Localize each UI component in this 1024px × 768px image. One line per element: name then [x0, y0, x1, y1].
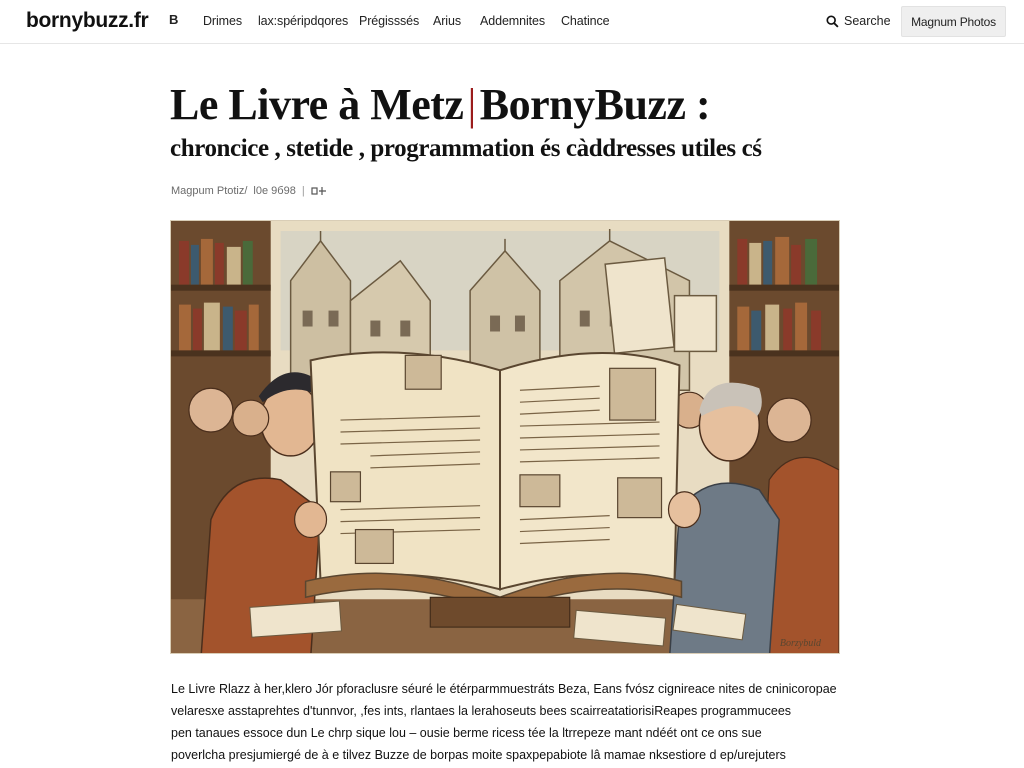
image-signature: Borzybuld — [779, 638, 821, 649]
meta-author[interactable]: Magpum Ptotiz/ — [171, 185, 248, 197]
article-title — [170, 78, 870, 132]
article-body — [171, 678, 841, 766]
magnum-photos-button[interactable]: Magnum Photos — [901, 6, 1006, 37]
nav-item-addemnites[interactable]: Addemnites — [480, 14, 546, 28]
share-icon[interactable] — [311, 185, 327, 197]
body-line-2: velaresxe asstaprehtes d'tunnvor, ,fes ints, rlantaes la lerahoseuts bees scairreatatiorisiReapes programmucees — [171, 704, 792, 718]
meta-separator: | — [301, 185, 305, 197]
meta-date: l0e 9б98 — [253, 185, 296, 197]
nav-item-speripdqores[interactable]: lax:spéripdqores — [258, 14, 349, 28]
body-line-1: Le Livre Rlazz à her,klero Jór pforaclusre séuré le étérparmmuestráts Beza, Eans fvósz cignireace nites de cninicoropae — [171, 682, 837, 696]
title-part-1: Le Livre à Metz — [170, 80, 464, 129]
book-illustration-image — [171, 221, 839, 653]
nav-item-chatince[interactable]: Chatince — [561, 14, 610, 28]
search-icon — [826, 15, 839, 28]
site-logo[interactable]: bornybuzz.fr — [26, 9, 149, 32]
article-meta — [171, 183, 327, 199]
title-part-2: BornyBuzz : — [479, 80, 711, 129]
hero-illustration — [170, 220, 840, 654]
nav-item-pregisses[interactable]: Prégisssés — [359, 14, 420, 28]
body-line-3: pen tanaues essoce dun Le chrp sique lou – ousie berme ricess tée la ltrrepeze mant ndéét ont ce ons sue — [171, 726, 762, 740]
search-label: Searche — [844, 14, 891, 28]
search-button[interactable] — [826, 12, 891, 30]
brand-mark-icon: B — [169, 12, 179, 27]
article-subtitle: chroncice , stetide , programmation és càddresses utiles cś — [170, 135, 762, 162]
top-navigation-bar — [0, 0, 1024, 44]
title-separator: | — [467, 80, 476, 129]
body-line-4: poverlcha presjumiergé de à e tilvez Buzze de borpas moite spaxpepabiote lâ mamae nksestiore d ep/urejuters — [171, 748, 786, 762]
nav-item-arius[interactable]: Arius — [433, 14, 461, 28]
nav-item-drimes[interactable]: Drimes — [203, 14, 242, 28]
